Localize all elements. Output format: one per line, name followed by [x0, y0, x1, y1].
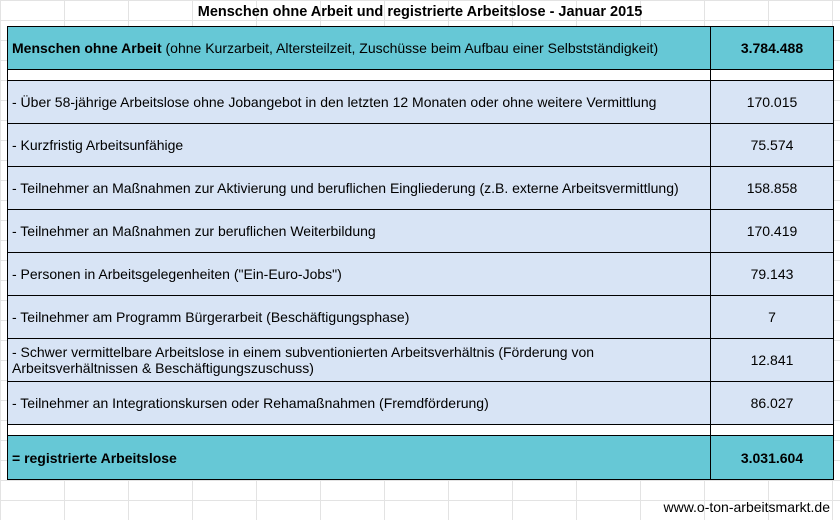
- table-row: [8, 253, 834, 296]
- table-row: [8, 81, 834, 124]
- table-row: [8, 167, 834, 210]
- header-label-bold: Menschen ohne Arbeit: [12, 40, 162, 56]
- header-value: 3.784.488: [711, 27, 834, 70]
- table-row: [8, 210, 834, 253]
- row-value: 75.574: [711, 124, 834, 167]
- spacer-row: [8, 425, 834, 436]
- table-row: [8, 124, 834, 167]
- total-row: [8, 436, 834, 480]
- row-label: - Teilnehmer am Programm Bürgerarbeit (Beschäftigungsphase): [8, 296, 711, 339]
- table-row: [8, 296, 834, 339]
- row-value: 7: [711, 296, 834, 339]
- header-label: [8, 27, 711, 70]
- header-row: [8, 27, 834, 70]
- total-label: = registrierte Arbeitslose: [8, 436, 711, 480]
- source-url: www.o-ton-arbeitsmarkt.de: [663, 499, 830, 515]
- spacer-row: [8, 70, 834, 81]
- row-value: 158.858: [711, 167, 834, 210]
- row-value: 12.841: [711, 339, 834, 382]
- row-value: 170.419: [711, 210, 834, 253]
- row-value: 79.143: [711, 253, 834, 296]
- row-label: - Schwer vermittelbare Arbeitslose in einem subventionierten Arbeitsverhältnis (Förderung von Arbeitsverhältnissen & Beschäftigungszuschuss): [8, 339, 711, 382]
- row-value: 86.027: [711, 382, 834, 425]
- row-label: - Personen in Arbeitsgelegenheiten ("Ein-Euro-Jobs"): [8, 253, 711, 296]
- row-label: - Teilnehmer an Integrationskursen oder Rehamaßnahmen (Fremdförderung): [8, 382, 711, 425]
- header-label-rest: (ohne Kurzarbeit, Altersteilzeit, Zuschüsse beim Aufbau einer Selbstständigkeit): [161, 40, 659, 56]
- table-row: [8, 339, 834, 382]
- row-value: 170.015: [711, 81, 834, 124]
- total-value: 3.031.604: [711, 436, 834, 480]
- data-table: [7, 26, 834, 480]
- row-label: - Über 58-jährige Arbeitslose ohne Jobangebot in den letzten 12 Monaten oder ohne weitere Vermittlung: [8, 81, 711, 124]
- row-label: - Kurzfristig Arbeitsunfähige: [8, 124, 711, 167]
- table-title: Menschen ohne Arbeit und registrierte Arbeitslose - Januar 2015: [197, 4, 643, 20]
- table-row: [8, 382, 834, 425]
- row-label: - Teilnehmer an Maßnahmen zur Aktivierung und beruflichen Eingliederung (z.B. externe Arbeitsvermittlung): [8, 167, 711, 210]
- row-label: - Teilnehmer an Maßnahmen zur beruflichen Weiterbildung: [8, 210, 711, 253]
